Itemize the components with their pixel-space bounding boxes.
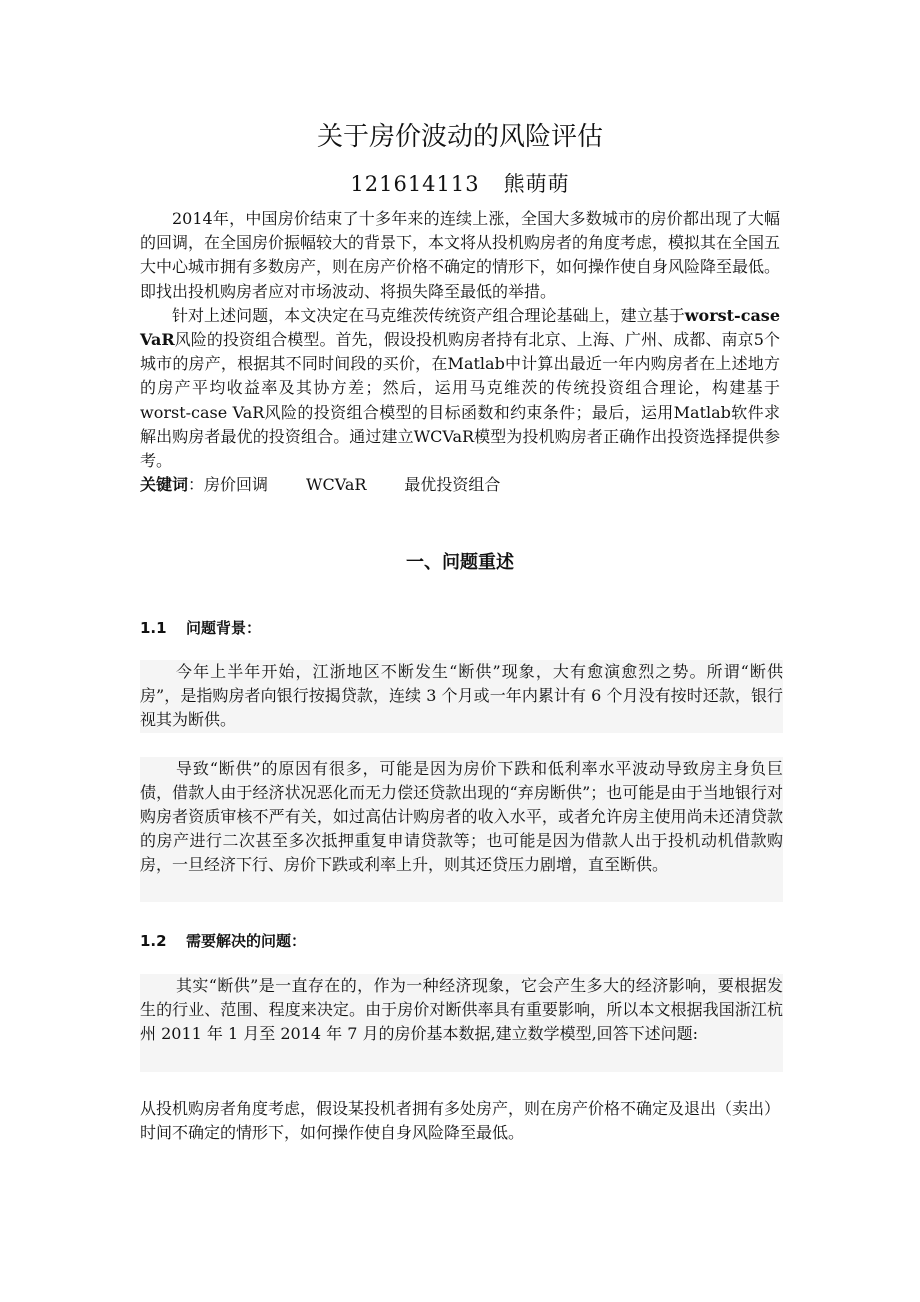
problem-paragraph-1: 其实“断供”是一直存在的，作为一种经济现象，它会产生多大的经济影响，要根据发生的行业、范围、程度来决定。由于房价对断供率具有重要影响，所以本文根据我国浙江杭州 2011 年 1 月至 2014 年 7 月的房价基本数据,建立数学模型,回答下述问题: <box>140 976 783 1043</box>
abstract-p2-bold-term: worst-case VaR <box>140 305 780 350</box>
background-paragraph-2: 导致“断供”的原因有很多，可能是因为房价下跌和低利率水平波动导致房主身负巨债，借款人由于经济状况恶化而无力偿还贷款出现的“弃房断供”；也可能是由于当地银行对购房者资质审核不严有关，如过高估计购房者的收入水平，或者允许房主使用尚未还清贷款的房产进行二次甚至多次抵押重复申请贷款等；也可能是因为借款人出于投机动机借款购房，一旦经济下行、房价下跌或利率上升，则其还贷压力剧增，直至断供。 <box>140 759 783 874</box>
author-id: 121614113 <box>350 172 480 196</box>
subsection-title: 问题背景： <box>186 619 262 637</box>
background-paragraph-1: 今年上半年开始，江浙地区不断发生“断供”现象，大有愈演愈烈之势。所谓“断供房”，是指购房者向银行按揭贷款，连续 3 个月或一年内累计有 6 个月没有按时还款，银行视其为断供。 <box>140 662 783 729</box>
abstract-paragraph-2 <box>140 304 780 473</box>
background-paragraph-block-1 <box>140 660 783 733</box>
keywords-label: 关键词 <box>140 475 189 495</box>
problem-paragraph-block <box>140 974 783 1072</box>
subsection-heading-1-2 <box>140 928 780 954</box>
keyword-item: 房价回调 <box>204 475 269 495</box>
problem-paragraph-2: 从投机购房者角度考虑，假设某投机者拥有多处房产，则在房产价格不确定及退出（卖出）时间不确定的情形下，如何操作使自身风险降至最低。 <box>140 1099 781 1142</box>
keyword-item: 最优投资组合 <box>404 475 501 495</box>
keyword-item: WCVaR <box>306 475 367 495</box>
abstract-p2-prefix: 针对上述问题，本文决定在马克维茨传统资产组合理论基础上，建立基于 <box>172 305 685 325</box>
abstract-p2-rest: 风险的投资组合模型。首先，假设投机购房者持有北京、上海、广州、成都、南京5个城市的房产，根据其不同时间段的买价，在Matlab中计算出最近一年内购房者在上述地方的房产平均收益率及其协方差；然后，运用马克维茨的传统投资组合理论，构建基于worst-case VaR风险的投资组合模型的目标函数和约束条件；最后，运用Matlab软件求解出购房者最优的投资组合。通过建立WCVaR模型为投机购房者正确作出投资选择提供参考。 <box>140 330 780 471</box>
author-line <box>0 168 920 200</box>
keywords-colon: ： <box>188 475 205 495</box>
subsection-number: 1.2 <box>140 932 167 950</box>
subsection-heading-1-1 <box>140 615 780 641</box>
document-title: 关于房价波动的风险评估 <box>316 122 603 152</box>
abstract <box>140 207 780 497</box>
author-name: 熊萌萌 <box>503 172 570 196</box>
subsection-number: 1.1 <box>140 619 167 637</box>
keywords-line <box>140 473 780 497</box>
section-heading: 一、问题重述 <box>406 552 514 573</box>
background-paragraph-block-2 <box>140 757 783 902</box>
abstract-paragraph-1: 2014年，中国房价结束了十多年来的连续上涨，全国大多数城市的房价都出现了大幅的回调，在全国房价振幅较大的背景下，本文将从投机购房者的角度考虑，模拟其在全国五大中心城市拥有多数房产，则在房产价格不确定的情形下，如何操作使自身风险降至最低。即找出投机购房者应对市场波动、将损失降至最低的举措。 <box>140 209 781 301</box>
subsection-title: 需要解决的问题： <box>186 932 307 950</box>
